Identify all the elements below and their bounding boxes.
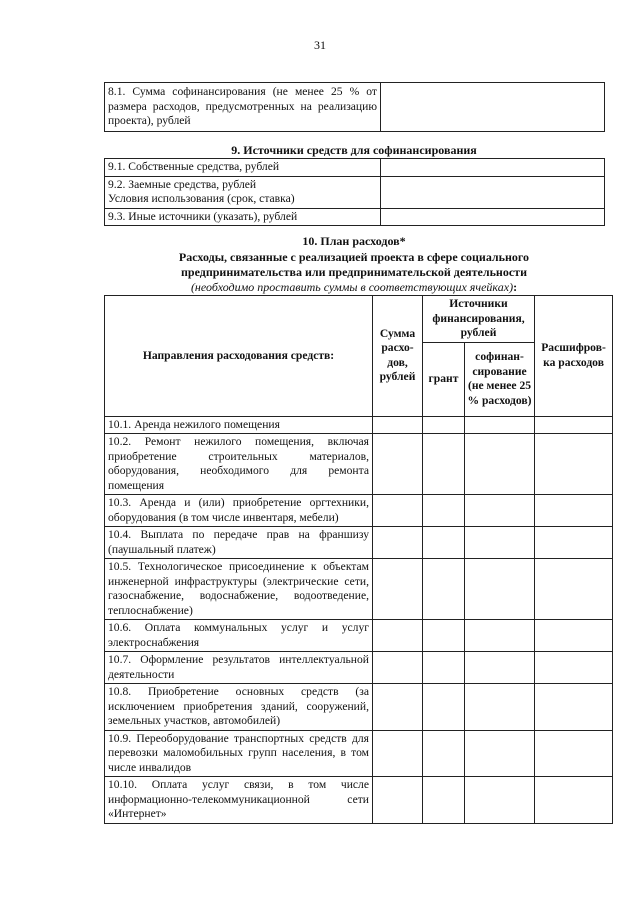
header-direction: Направления расходования средств: (105, 296, 373, 417)
expense-item-label: 10.10. Оплата услуг связи, в том числе информационно-телекоммуникационной сети «Интернет» (105, 777, 373, 824)
header-sum: Сумма расхо-дов, рублей (373, 296, 423, 417)
breakdown-cell[interactable] (535, 652, 613, 684)
breakdown-cell[interactable] (535, 777, 613, 824)
table-header-row (105, 296, 613, 343)
source-value-cell[interactable] (381, 176, 605, 208)
table-row (105, 730, 613, 777)
source-value-cell[interactable] (381, 159, 605, 177)
grant-cell[interactable] (423, 527, 465, 559)
section10-note-colon: : (513, 280, 518, 294)
cofinancing-label: 8.1. Сумма софинансирования (не менее 25 % от размера расходов, предусмотренных на реализацию проекта), рублей (105, 83, 381, 132)
expense-item-label: 10.2. Ремонт нежилого помещения, включая приобретение строительных материалов, оборудования, необходимого для ремонта помещения (105, 434, 373, 495)
sum-cell[interactable] (373, 527, 423, 559)
sum-cell[interactable] (373, 416, 423, 434)
expense-item-label: 10.8. Приобретение основных средств (за исключением приобретения зданий, сооружений, земельных участков, автомобилей) (105, 684, 373, 731)
grant-cell[interactable] (423, 620, 465, 652)
table-row (105, 527, 613, 559)
section10-subtitle: Расходы, связанные с реализацией проекта в сфере социального предпринимательства или предпринимательской деятельности (178, 249, 530, 279)
cofin-cell[interactable] (465, 527, 535, 559)
expense-item-label: 10.3. Аренда и (или) приобретение оргтехники, оборудования (в том числе инвентаря, мебели) (105, 495, 373, 527)
cofin-cell[interactable] (465, 684, 535, 731)
expense-item-label: 10.9. Переоборудование транспортных средств для перевозки маломобильных групп населения, в том числе инвалидов (105, 730, 373, 777)
sum-cell[interactable] (373, 559, 423, 620)
breakdown-cell[interactable] (535, 684, 613, 731)
table-row (105, 652, 613, 684)
sum-cell[interactable] (373, 495, 423, 527)
grant-cell[interactable] (423, 730, 465, 777)
page-number: 31 (314, 38, 326, 52)
section10-note-text: (необходимо проставить суммы в соответствующих ячейках) (190, 280, 514, 294)
breakdown-cell[interactable] (535, 559, 613, 620)
cofin-cell[interactable] (465, 559, 535, 620)
breakdown-cell[interactable] (535, 416, 613, 434)
grant-cell[interactable] (423, 652, 465, 684)
sum-cell[interactable] (373, 730, 423, 777)
table-row (105, 159, 605, 177)
source-label (105, 176, 381, 208)
table-row (105, 559, 613, 620)
section10-title: 10. План расходов* (302, 234, 406, 248)
breakdown-cell[interactable] (535, 434, 613, 495)
grant-cell[interactable] (423, 559, 465, 620)
table-row (105, 208, 605, 226)
table-row (105, 434, 613, 495)
table-row (105, 620, 613, 652)
grant-cell[interactable] (423, 434, 465, 495)
expense-item-label: 10.4. Выплата по передаче прав на франшизу (паушальный платеж) (105, 527, 373, 559)
source-sublabel: Условия использования (срок, ставка) (108, 192, 295, 205)
sum-cell[interactable] (373, 777, 423, 824)
cofin-cell[interactable] (465, 730, 535, 777)
cofin-cell[interactable] (465, 620, 535, 652)
expense-item-label: 10.5. Технологическое присоединение к объектам инженерной инфраструктуры (электрические сети, газоснабжение, водоснабжение, водоотведение, теплоснабжение) (105, 559, 373, 620)
table-row (105, 684, 613, 731)
sum-cell[interactable] (373, 684, 423, 731)
table-row (105, 83, 605, 132)
grant-cell[interactable] (423, 495, 465, 527)
grant-cell[interactable] (423, 684, 465, 731)
cofinancing-value-cell[interactable] (381, 83, 605, 132)
table-row (105, 777, 613, 824)
cofinancing-table (104, 82, 605, 132)
breakdown-cell[interactable] (535, 495, 613, 527)
sum-cell[interactable] (373, 620, 423, 652)
grant-cell[interactable] (423, 777, 465, 824)
cofin-cell[interactable] (465, 434, 535, 495)
breakdown-cell[interactable] (535, 620, 613, 652)
expense-plan-table (104, 295, 613, 824)
cofin-cell[interactable] (465, 495, 535, 527)
expense-item-label: 10.6. Оплата коммунальных услуг и услуг электроснабжения (105, 620, 373, 652)
expense-item-label: 10.7. Оформление результатов интеллектуальной деятельности (105, 652, 373, 684)
sum-cell[interactable] (373, 434, 423, 495)
source-label: 9.3. Иные источники (указать), рублей (105, 208, 381, 226)
cofin-cell[interactable] (465, 416, 535, 434)
expense-item-label: 10.1. Аренда нежилого помещения (105, 416, 373, 434)
header-sources: Источники финансирования, рублей (423, 296, 535, 343)
source-label: 9.1. Собственные средства, рублей (105, 159, 381, 177)
cofin-cell[interactable] (465, 777, 535, 824)
table-row (105, 416, 613, 434)
header-cofin: софинан-сирование (не менее 25 % расходов) (465, 342, 535, 416)
table-row (105, 495, 613, 527)
header-breakdown: Расшифров-ка расходов (535, 296, 613, 417)
header-grant: грант (423, 342, 465, 416)
sources-table (104, 158, 605, 226)
grant-cell[interactable] (423, 416, 465, 434)
breakdown-cell[interactable] (535, 730, 613, 777)
section10-heading (104, 234, 604, 281)
cofin-cell[interactable] (465, 652, 535, 684)
section9-title: 9. Источники средств для софинансирования (231, 143, 477, 157)
source-label-text: 9.2. Заемные средства, рублей (108, 177, 257, 191)
section10-note (104, 280, 604, 295)
table-row (105, 176, 605, 208)
source-value-cell[interactable] (381, 208, 605, 226)
breakdown-cell[interactable] (535, 527, 613, 559)
sum-cell[interactable] (373, 652, 423, 684)
